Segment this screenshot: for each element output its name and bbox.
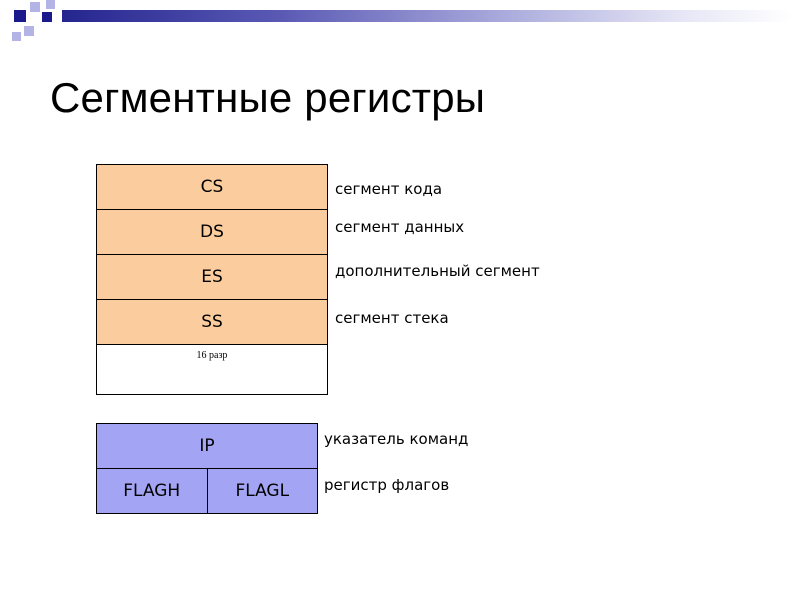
- decor-square-5: [46, 0, 55, 9]
- register-ds: DS: [97, 210, 328, 255]
- control-row-ip: [97, 424, 318, 469]
- description-flags: регистр флагов: [324, 476, 450, 494]
- decor-square-3: [42, 12, 52, 22]
- decor-square-2: [30, 2, 40, 12]
- description-ss: сегмент стека: [335, 309, 449, 327]
- segment-row-es: [97, 255, 328, 300]
- segment-row-ds: [97, 210, 328, 255]
- description-es: дополнительный сегмент: [335, 262, 540, 280]
- segment-row-cs: [97, 165, 328, 210]
- register-cs: CS: [97, 165, 328, 210]
- decor-square-4: [24, 26, 34, 36]
- slide-title: Сегментные регистры: [50, 74, 486, 121]
- segment-register-table: [96, 164, 328, 395]
- header-gradient-bar: [62, 10, 792, 22]
- description-ds: сегмент данных: [335, 218, 465, 236]
- segment-row-bits: [97, 345, 328, 395]
- bit-width-label: 16 разр: [97, 345, 328, 395]
- description-ip: указатель команд: [324, 430, 469, 448]
- register-flagl: FLAGL: [207, 469, 318, 514]
- register-es: ES: [97, 255, 328, 300]
- control-register-table: [96, 423, 318, 514]
- control-row-flags: [97, 469, 318, 514]
- register-ip: IP: [97, 424, 318, 469]
- description-cs: сегмент кода: [335, 180, 443, 198]
- register-flagh: FLAGH: [97, 469, 208, 514]
- register-ss: SS: [97, 300, 328, 345]
- decor-square-6: [12, 32, 21, 41]
- segment-row-ss: [97, 300, 328, 345]
- decor-square-1: [14, 10, 26, 22]
